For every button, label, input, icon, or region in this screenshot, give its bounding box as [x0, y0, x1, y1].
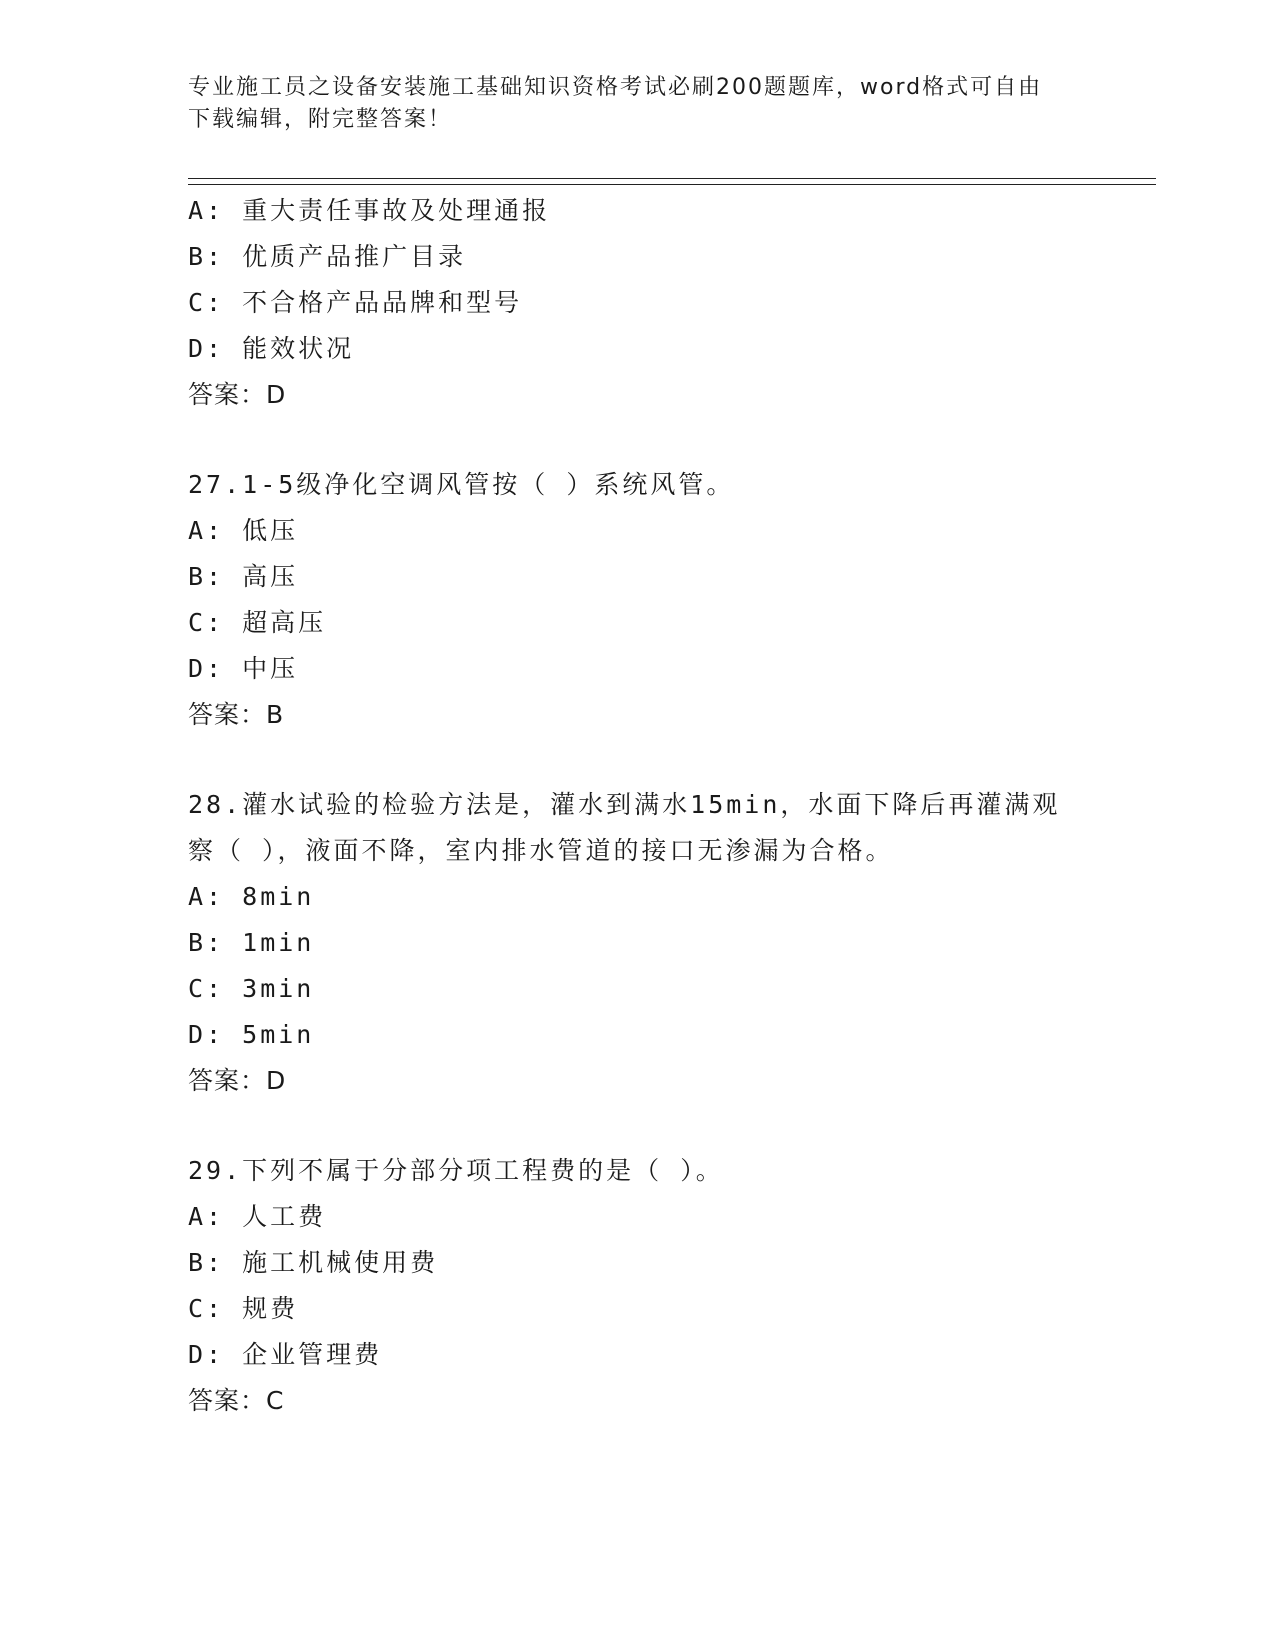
option-b: B: 高压 — [188, 562, 299, 591]
question-list — [188, 188, 1148, 1424]
option-c: C: 不合格产品品牌和型号 — [188, 288, 523, 317]
header-line-2: 下载编辑，附完整答案！ — [188, 107, 453, 132]
question-block-prev — [188, 188, 1148, 418]
option-b: B: 优质产品推广目录 — [188, 242, 467, 271]
question-text: 29.下列不属于分部分项工程费的是（ ）。 — [188, 1156, 724, 1185]
header-line-1: 专业施工员之设备安装施工基础知识资格考试必刷200题题库，word格式可自由 — [188, 75, 1043, 100]
option-d: D: 能效状况 — [188, 334, 355, 363]
question-block-29 — [188, 1148, 1148, 1424]
answer-line: 答案：D — [188, 1066, 287, 1095]
option-b: B: 施工机械使用费 — [188, 1248, 439, 1277]
option-d: D: 中压 — [188, 654, 299, 683]
option-d: D: 5min — [188, 1020, 315, 1049]
document-header — [188, 72, 1088, 136]
question-block-27 — [188, 462, 1148, 738]
question-text: 27.1-5级净化空调风管按（ ）系统风管。 — [188, 470, 735, 499]
option-c: C: 规费 — [188, 1294, 299, 1323]
answer-line: 答案：B — [188, 700, 285, 729]
option-a: A: 重大责任事故及处理通报 — [188, 196, 551, 225]
option-d: D: 企业管理费 — [188, 1340, 383, 1369]
question-text-line-1: 28.灌水试验的检验方法是，灌水到满水15min，水面下降后再灌满观 — [188, 790, 1061, 819]
option-a: A: 人工费 — [188, 1202, 327, 1231]
question-block-28 — [188, 782, 1148, 1104]
question-text-line-2: 察（ ），液面不降，室内排水管道的接口无渗漏为合格。 — [188, 836, 894, 865]
option-a: A: 低压 — [188, 516, 299, 545]
answer-line: 答案：C — [188, 1386, 285, 1415]
option-c: C: 3min — [188, 974, 315, 1003]
option-b: B: 1min — [188, 928, 315, 957]
header-divider — [188, 178, 1156, 185]
option-a: A: 8min — [188, 882, 315, 911]
option-c: C: 超高压 — [188, 608, 327, 637]
answer-line: 答案：D — [188, 380, 287, 409]
